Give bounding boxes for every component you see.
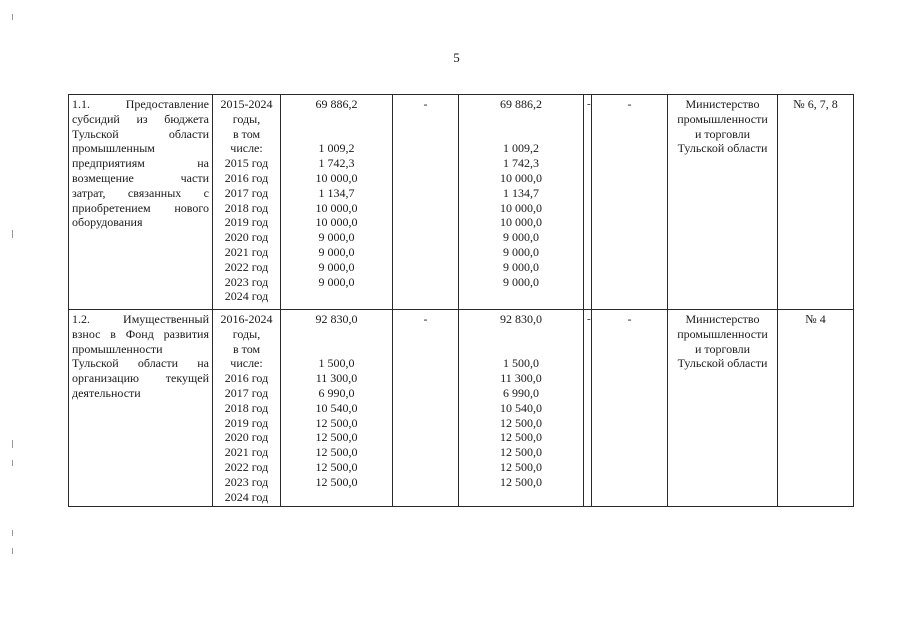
cell-line: 12 500,0 — [315, 459, 358, 474]
cell-line: 12 500,0 — [315, 415, 358, 430]
cell-line: 12 500,0 — [500, 445, 542, 460]
scan-mark — [12, 440, 13, 448]
cell-line: 1 500,0 — [503, 356, 539, 371]
cell-line: 1 134,7 — [318, 185, 355, 200]
scan-mark — [12, 14, 13, 20]
cell-line: 2022 год — [224, 259, 269, 274]
cell-line — [284, 327, 389, 342]
cell-line: возмещение части — [72, 170, 209, 185]
cell-line: 12 500,0 — [315, 445, 358, 460]
cell-line: 2016-2024 — [220, 312, 273, 326]
cell-line: 1 134,7 — [503, 185, 539, 200]
cell-line: 1.2. Имущественный — [72, 312, 209, 326]
scan-mark — [12, 530, 13, 536]
years-cell — [213, 310, 281, 507]
cell-line: 2015-2024 — [220, 97, 273, 111]
years-cell — [213, 95, 281, 310]
cell-line: 11 300,0 — [500, 371, 542, 386]
cell-line: 12 500,0 — [500, 459, 542, 474]
cell-line: 2020 год — [224, 430, 269, 445]
cell-line — [462, 327, 580, 342]
cell-line — [284, 342, 389, 357]
local-budget-cell: - — [584, 310, 592, 507]
cell-line: и торговли — [694, 341, 751, 356]
cell-line: 9 000,0 — [503, 274, 539, 289]
cell-line — [284, 127, 389, 142]
cell-line: 10 540,0 — [500, 400, 542, 415]
total-amount-cell — [281, 95, 393, 310]
cell-line: 10 000,0 — [500, 170, 542, 185]
cell-line: 6 990,0 — [503, 385, 539, 400]
cell-line: 2023 год — [224, 274, 269, 289]
cell-line: числе: — [230, 356, 263, 371]
cell-line — [462, 127, 580, 142]
cell-line: 2017 год — [224, 385, 269, 400]
federal-budget-cell: - — [393, 310, 459, 507]
program-table — [68, 94, 854, 507]
table-row — [69, 310, 854, 507]
cell-line: 2017 год — [224, 185, 269, 200]
cell-line: 10 000,0 — [500, 215, 542, 230]
cell-line: 9 000,0 — [318, 259, 355, 274]
cell-line: 1 742,3 — [318, 156, 355, 171]
cell-line: 2021 год — [224, 244, 269, 259]
cell-line — [462, 112, 580, 127]
cell-line: 9 000,0 — [318, 244, 355, 259]
total-amount-cell — [281, 310, 393, 507]
measure-name-cell — [69, 310, 213, 507]
cell-line: промышленности — [677, 111, 768, 126]
cell-line: 11 300,0 — [315, 371, 358, 386]
cell-line: 2019 год — [224, 215, 269, 230]
cell-line: 2019 год — [224, 415, 269, 430]
cell-line: 10 000,0 — [315, 170, 358, 185]
cell-line: в том — [232, 126, 261, 141]
indicator-ref-cell: № 4 — [778, 310, 854, 507]
cell-line: годы, — [232, 326, 261, 341]
extra-budget-cell: - — [592, 95, 668, 310]
cell-line: 12 500,0 — [500, 415, 542, 430]
cell-line: 10 540,0 — [315, 400, 358, 415]
cell-line — [284, 112, 389, 127]
cell-line: 9 000,0 — [318, 230, 355, 245]
cell-line: взнос в Фонд развития — [72, 326, 209, 341]
cell-line: 69 886,2 — [315, 97, 358, 111]
cell-line: 92 830,0 — [315, 312, 358, 326]
cell-line: числе: — [230, 141, 263, 156]
cell-line: 12 500,0 — [315, 474, 358, 489]
scan-mark — [12, 460, 13, 466]
cell-line: Тульской области — [677, 356, 768, 371]
cell-line: 2024 год — [224, 289, 269, 304]
cell-line: 2015 год — [224, 156, 269, 171]
cell-line: промышленности — [72, 341, 163, 356]
cell-line: субсидий из бюджета — [72, 111, 209, 126]
cell-line: 2023 год — [224, 474, 269, 489]
regional-budget-cell — [459, 95, 584, 310]
cell-line: оборудования — [72, 215, 143, 230]
table-row — [69, 95, 854, 310]
extra-budget-cell: - — [592, 310, 668, 507]
cell-line: Тульской области — [677, 141, 768, 156]
measure-name-cell — [69, 95, 213, 310]
cell-line: 12 500,0 — [315, 430, 358, 445]
scan-mark — [12, 230, 13, 238]
cell-line: 1 009,2 — [318, 141, 355, 156]
cell-line: Министерство — [685, 312, 760, 326]
cell-line: промышленным — [72, 141, 155, 156]
cell-line: Министерство — [685, 97, 760, 111]
cell-line: 2022 год — [224, 459, 269, 474]
cell-line: в том — [232, 341, 261, 356]
cell-line: 92 830,0 — [500, 312, 542, 326]
cell-line: 2024 год — [224, 489, 269, 504]
cell-line: 1 742,3 — [503, 156, 539, 171]
cell-line: 9 000,0 — [503, 230, 539, 245]
indicator-ref-cell: № 6, 7, 8 — [778, 95, 854, 310]
cell-line: 1.1. Предоставление — [72, 97, 209, 111]
page-number: 5 — [453, 50, 460, 65]
cell-line — [462, 342, 580, 357]
cell-line: Тульской области — [72, 126, 209, 141]
executor-cell — [668, 95, 778, 310]
cell-line: 2020 год — [224, 230, 269, 245]
cell-line: промышленности — [677, 326, 768, 341]
local-budget-cell: - — [584, 95, 592, 310]
cell-line: 9 000,0 — [318, 274, 355, 289]
cell-line: 69 886,2 — [500, 97, 542, 111]
cell-line: 12 500,0 — [500, 474, 542, 489]
cell-line: затрат, связанных с — [72, 185, 209, 200]
cell-line: 9 000,0 — [503, 244, 539, 259]
cell-line: 2021 год — [224, 445, 269, 460]
federal-budget-cell: - — [393, 95, 459, 310]
cell-line: 6 990,0 — [318, 385, 355, 400]
cell-line: 2018 год — [224, 200, 269, 215]
cell-line: 10 000,0 — [500, 200, 542, 215]
cell-line: 2016 год — [224, 170, 269, 185]
cell-line: 1 500,0 — [318, 356, 355, 371]
cell-line: предприятиям на — [72, 156, 209, 171]
cell-line: 2018 год — [224, 400, 269, 415]
cell-line: годы, — [232, 111, 261, 126]
cell-line: 2016 год — [224, 371, 269, 386]
scan-mark — [12, 548, 13, 554]
cell-line: приобретением нового — [72, 200, 209, 215]
cell-line: 1 009,2 — [503, 141, 539, 156]
cell-line: организацию текущей — [72, 371, 209, 386]
cell-line: 10 000,0 — [315, 200, 358, 215]
cell-line: и торговли — [694, 126, 751, 141]
regional-budget-cell — [459, 310, 584, 507]
cell-line: 9 000,0 — [503, 259, 539, 274]
cell-line: 12 500,0 — [500, 430, 542, 445]
cell-line: деятельности — [72, 385, 141, 400]
cell-line: 10 000,0 — [315, 215, 358, 230]
cell-line: Тульской области на — [72, 356, 209, 371]
executor-cell — [668, 310, 778, 507]
